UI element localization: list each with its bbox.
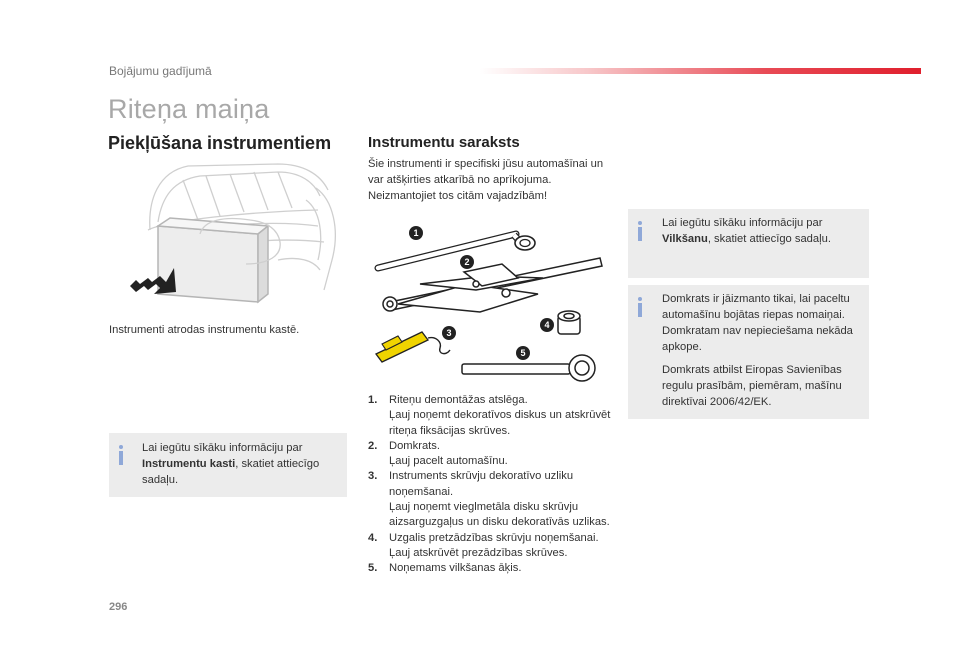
page-number: 296 [109, 601, 128, 613]
list-item-desc: Ļauj atskrūvēt prezādzības skrūves. [389, 546, 568, 559]
info-icon [638, 221, 642, 241]
info-toolbox-link: Instrumentu kasti [142, 458, 236, 470]
tools-illustration [368, 218, 613, 388]
cover-tool-drawing [376, 332, 450, 362]
list-item-title: Domkrats. [389, 439, 440, 452]
list-item [368, 561, 613, 576]
list-item-title: Uzgalis pretzādzības skrūvju noņemšanai. [389, 531, 599, 544]
list-item-desc: Ļauj noņemt vieglmetāla disku skrūvju aizsarguzgaļus un disku dekoratīvās uzlikas. [389, 501, 610, 529]
list-item [368, 393, 613, 439]
callout-2: 2 [460, 255, 474, 269]
callout-5: 5 [516, 346, 530, 360]
info-icon [119, 445, 123, 465]
tools-intro: Šie instrumenti ir specifiski jūsu automašīnai un var atšķirties atkarībā no aprīkojuma. Neizmantojiet tos citām vajadzībām! [368, 158, 604, 202]
tools-list [368, 393, 613, 577]
info-towing-pre: Lai iegūtu sīkāku informāciju par [662, 217, 823, 229]
info-box-toolbox [109, 433, 347, 497]
info-icon [638, 297, 642, 317]
header-accent-bar [480, 68, 921, 74]
antitheft-socket-drawing [558, 311, 580, 334]
callout-1: 1 [409, 226, 423, 240]
tools-access-heading: Piekļūšana instrumentiem [108, 133, 332, 153]
towing-eye-drawing [462, 355, 595, 381]
list-item-desc: Ļauj pacelt automašīnu. [389, 455, 508, 468]
list-item-title: Instruments skrūvju dekoratīvo uzliku noņemšanai. [389, 470, 574, 498]
list-item-number: 4. [368, 531, 378, 544]
callout-4: 4 [540, 318, 554, 332]
list-item [368, 469, 613, 530]
callout-3: 3 [442, 326, 456, 340]
wheel-brace-drawing [378, 234, 535, 268]
info-box-jack [628, 285, 869, 419]
list-item-number: 3. [368, 470, 378, 483]
list-item-desc: Ļauj noņemt dekoratīvos diskus un atskrūvēt riteņa fiksācijas skrūves. [389, 409, 611, 437]
info-towing-link: Vilkšanu [662, 233, 708, 245]
list-item-number: 1. [368, 394, 378, 406]
page-title: Riteņa maiņa [108, 94, 270, 124]
scissor-jack-drawing [383, 258, 602, 312]
list-item-title: Riteņu demontāžas atslēga. [389, 394, 528, 406]
list-item-number: 2. [368, 439, 378, 452]
list-item [368, 439, 613, 470]
info-box-towing [628, 209, 869, 278]
section-title: Bojājumu gadījumā [109, 64, 212, 78]
list-item-title: Noņemams vilkšanas āķis. [389, 562, 522, 575]
list-item [368, 531, 613, 562]
info-toolbox-post: , skatiet attiecīgo sadaļu. [142, 458, 320, 486]
info-jack-usage: Domkrats ir jāizmanto tikai, lai paceltu automašīnu bojātas riepas nomaiņai. Domkratam nav nepieciešama nekāda apkope. [662, 293, 853, 353]
seat-toolbox-illustration [128, 160, 344, 310]
info-toolbox-pre: Lai iegūtu sīkāku informāciju par [142, 442, 303, 454]
toolbox-caption: Instrumenti atrodas instrumentu kastē. [109, 324, 300, 336]
tools-list-heading: Instrumentu saraksts [368, 134, 520, 151]
list-item-number: 5. [368, 562, 378, 575]
info-towing-post: , skatiet attiecīgo sadaļu. [707, 233, 831, 245]
info-jack-compliance: Domkrats atbilst Eiropas Savienības regulu prasībām, piemēram, mašīnu direktīvai 2006/42/EK. [662, 364, 842, 408]
